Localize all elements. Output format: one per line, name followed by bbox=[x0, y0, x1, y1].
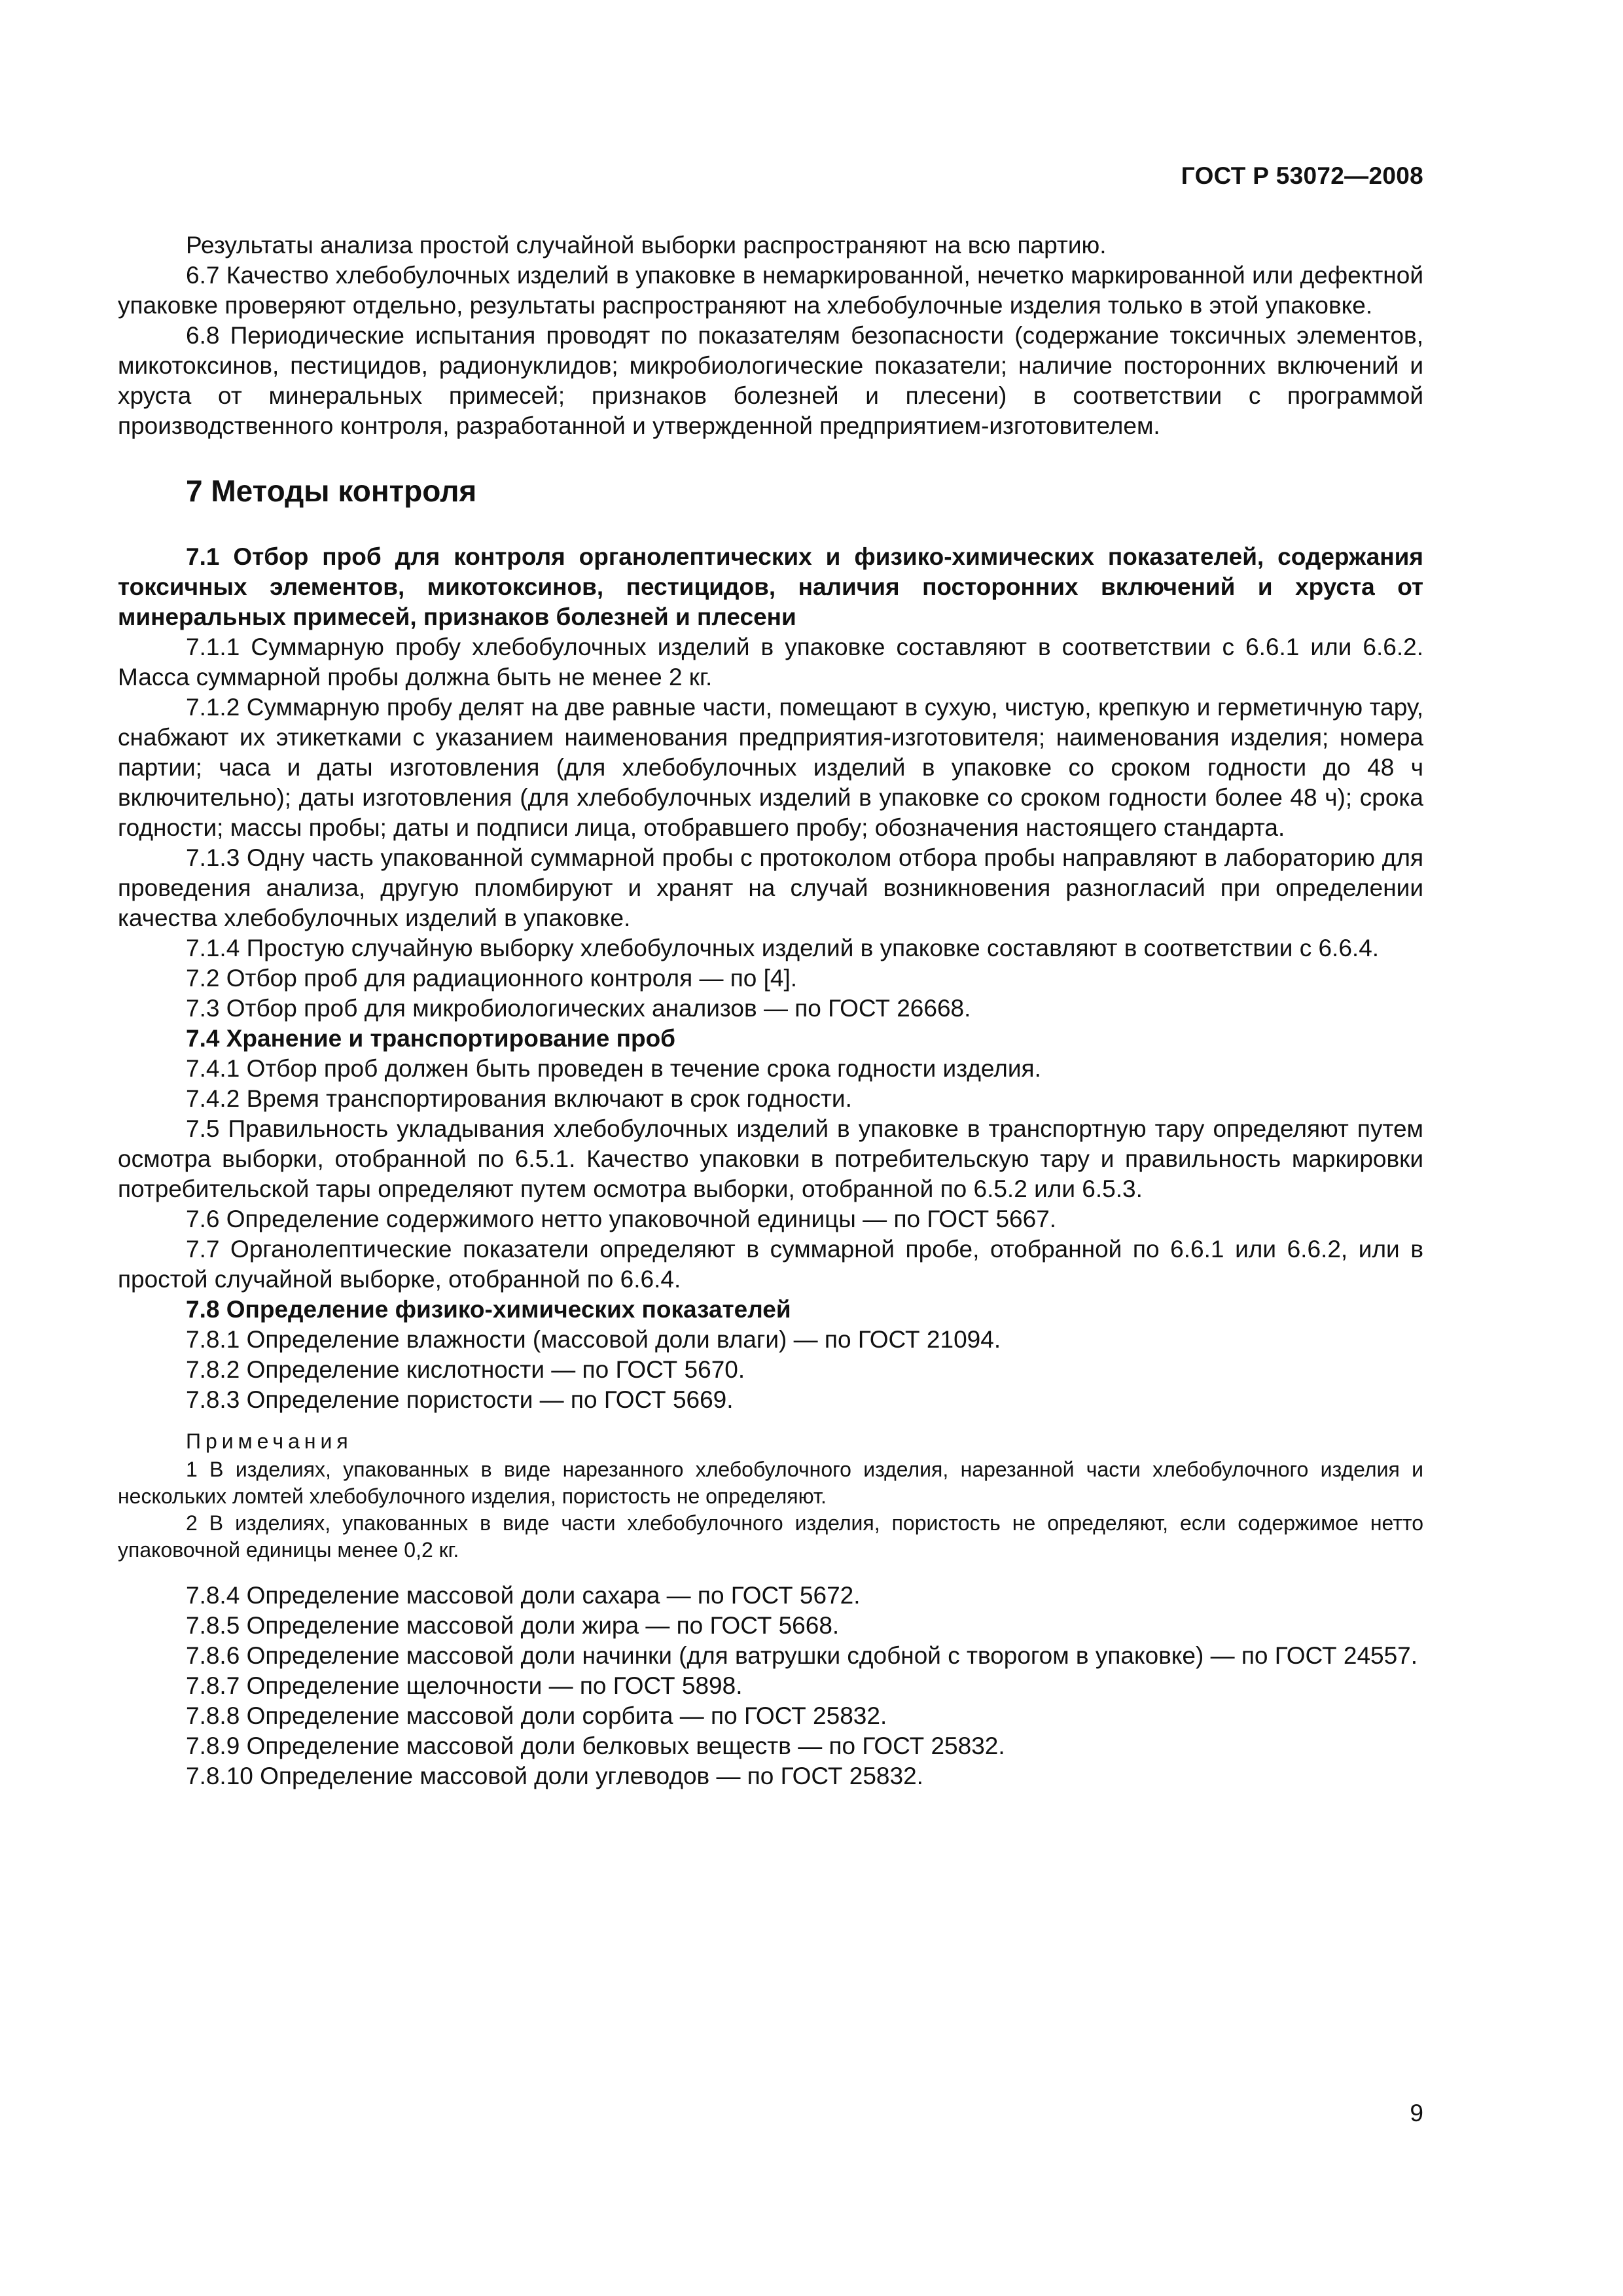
paragraph-sample-results: Результаты анализа простой случайной выборки распространяют на всю партию. bbox=[186, 232, 1107, 259]
paragraph-7-8-8: 7.8.8 Определение массовой доли сорбита — по ГОСТ 25832. bbox=[186, 1702, 887, 1729]
paragraph-7-7: 7.7 Органолептические показатели определяют в суммарной пробе, отобранной по 6.6.1 или 6.6.2, или в простой случайной выборке, отобранной по 6.6.4. bbox=[118, 1236, 1423, 1293]
paragraph-7-5: 7.5 Правильность укладывания хлебобулочных изделий в упаковке в транспортную тару определяют путем осмотра выборки, отобранной по 6.5.1. Качество упаковки в потребительскую тару и правильность маркировки потребительской тары определяют путем осмотра выборки, отобранной по 6.5.2 или 6.5.3. bbox=[118, 1115, 1423, 1202]
subsection-heading-7-4: 7.4 Хранение и транспортирование проб bbox=[186, 1025, 676, 1052]
page-number: 9 bbox=[1410, 2100, 1423, 2126]
paragraph-7-4-1: 7.4.1 Отбор проб должен быть проведен в течение срока годности изделия. bbox=[186, 1055, 1041, 1082]
paragraph-6-8: 6.8 Периодические испытания проводят по показателям безопасности (содержание токсичных элементов, микотоксинов, пестицидов, радионуклидов; микробиологические показатели; наличие посторонних включений и хруста от минеральных примесей; признаков болезней и плесени) в соответствии с программой производственного контроля, разработанной и утвержденной предприятием-изготовителем. bbox=[118, 322, 1423, 439]
paragraph-7-1-4: 7.1.4 Простую случайную выборку хлебобулочных изделий в упаковке составляют в соответствии с 6.6.4. bbox=[186, 935, 1380, 961]
subsection-heading-7-1: 7.1 Отбор проб для контроля органолептических и физико-химических показателей, содержания токсичных элементов, микотоксинов, пестицидов, наличия посторонних включений и хруста от минеральных примесей, признаков болезней и плесени bbox=[118, 543, 1423, 630]
paragraph-7-1-1: 7.1.1 Суммарную пробу хлебобулочных изделий в упаковке составляют в соответствии с 6.6.1 или 6.6.2. Масса суммарной пробы должна быть не менее 2 кг. bbox=[118, 634, 1423, 691]
note-1: 1 В изделиях, упакованных в виде нарезанного хлебобулочного изделия, нарезанной части хлебобулочного изделия и нескольких ломтей хлебобулочного изделия, пористость не определяют. bbox=[118, 1458, 1423, 1508]
paragraph-7-8-4: 7.8.4 Определение массовой доли сахара — по ГОСТ 5672. bbox=[186, 1582, 861, 1609]
paragraph-7-8-9: 7.8.9 Определение массовой доли белковых веществ — по ГОСТ 25832. bbox=[186, 1732, 1005, 1759]
paragraph-7-8-6: 7.8.6 Определение массовой доли начинки (для ватрушки сдобной с творогом в упаковке) — по ГОСТ 24557. bbox=[186, 1642, 1418, 1669]
document-body bbox=[118, 230, 1423, 1791]
paragraph-7-2: 7.2 Отбор проб для радиационного контроля — по [4]. bbox=[186, 965, 798, 992]
paragraph-7-8-10: 7.8.10 Определение массовой доли углеводов — по ГОСТ 25832. bbox=[186, 1763, 923, 1789]
section-heading-7: 7 Методы контроля bbox=[186, 474, 477, 508]
paragraph-7-8-7: 7.8.7 Определение щелочности — по ГОСТ 5898. bbox=[186, 1672, 743, 1699]
paragraph-7-1-2: 7.1.2 Суммарную пробу делят на две равные части, помещают в сухую, чистую, крепкую и герметичную тару, снабжают их этикетками с указанием наименования предприятия-изготовителя; наименования изделия; номера партии; часа и даты изготовления (для хлебобулочных изделий в упаковке со сроком годности до 48 ч включительно); даты изготовления (для хлебобулочных изделий в упаковке со сроком годности более 48 ч); срока годности; массы пробы; даты и подписи лица, отобравшего пробу; обозначения настоящего стандарта. bbox=[118, 694, 1423, 841]
paragraph-7-1-3: 7.1.3 Одну часть упакованной суммарной пробы с протоколом отбора пробы направляют в лабораторию для проведения анализа, другую пломбируют и хранят на случай возникновения разногласий при определении качества хлебобулочных изделий в упаковке. bbox=[118, 844, 1423, 931]
paragraph-7-8-1: 7.8.1 Определение влажности (массовой доли влаги) — по ГОСТ 21094. bbox=[186, 1326, 1001, 1353]
document-header: ГОСТ Р 53072—2008 bbox=[1181, 162, 1423, 189]
paragraph-7-6: 7.6 Определение содержимого нетто упаковочной единицы — по ГОСТ 5667. bbox=[186, 1206, 1057, 1232]
paragraph-7-4-2: 7.4.2 Время транспортирования включают в срок годности. bbox=[186, 1085, 852, 1112]
subsection-heading-7-8: 7.8 Определение физико-химических показателей bbox=[186, 1296, 791, 1323]
paragraph-6-7: 6.7 Качество хлебобулочных изделий в упаковке в немаркированной, нечетко маркированной или дефектной упаковке проверяют отдельно, результаты распространяют на хлебобулочные изделия только в этой упаковке. bbox=[118, 262, 1423, 319]
paragraph-7-8-2: 7.8.2 Определение кислотности — по ГОСТ 5670. bbox=[186, 1356, 745, 1383]
paragraph-7-8-5: 7.8.5 Определение массовой доли жира — по ГОСТ 5668. bbox=[186, 1612, 840, 1639]
note-2: 2 В изделиях, упакованных в виде части хлебобулочного изделия, пористость не определяют, если содержимое нетто упаковочной единицы менее 0,2 кг. bbox=[118, 1511, 1423, 1562]
paragraph-7-8-3: 7.8.3 Определение пористости — по ГОСТ 5669. bbox=[186, 1386, 734, 1413]
notes-block bbox=[118, 1428, 1423, 1564]
notes-title: Примечания bbox=[186, 1429, 353, 1453]
paragraph-7-3: 7.3 Отбор проб для микробиологических анализов — по ГОСТ 26668. bbox=[186, 995, 971, 1022]
document-page bbox=[118, 0, 1423, 2296]
